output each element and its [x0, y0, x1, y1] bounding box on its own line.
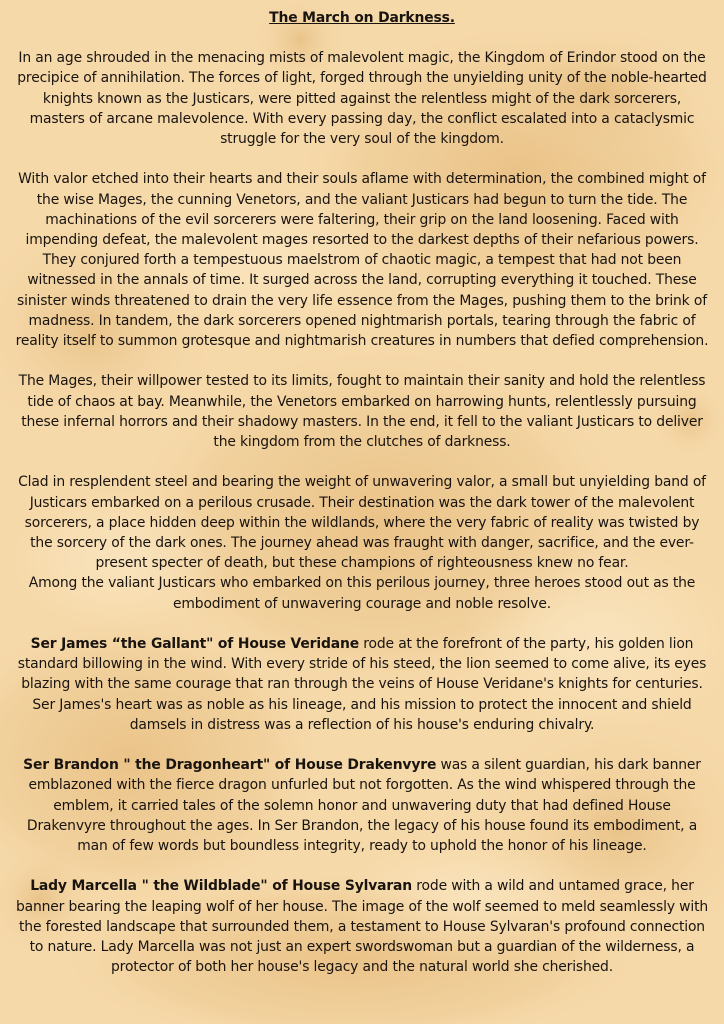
hero-brandon-text: was a silent guardian, his dark banner emblazoned with the fierce dragon unfurled but not forgotten. As the wind whispered through the emblem, it carried tales of the solemn honor and unwavering duty that had defined House Drakenvyre throughout the ages. In Ser Brandon, the legacy of his house found its embodiment, a man of few words but boundless integrity, ready to uphold the honor of his lineage. — [26, 757, 701, 855]
hero-james-name: Ser James “the Gallant" of House Veridane — [30, 636, 359, 653]
hero-marcella-paragraph — [14, 876, 710, 977]
hero-brandon-name: Ser Brandon " the Dragonheart" of House Drakenvyre — [23, 757, 437, 774]
tide-paragraph: With valor etched into their hearts and their souls aflame with determination, the combined might of the wise Mages, the cunning Venetors, and the valiant Justicars had begun to turn the tide. The machinations of the evil sorcerers were faltering, their grip on the land loosening. Faced with impending defeat, the malevolent mages resorted to the darkest depths of their nefarious powers. They conjured forth a tempestuous maelstrom of chaotic magic, a tempest that had not been witnessed in the annals of time. It surged across the land, corrupting everything it touched. These sinister winds threatened to drain the very life essence from the Mages, pushing them to the brink of madness. In tandem, the dark sorcerers opened nightmarish portals, tearing through the fabric of reality itself to summon grotesque and nightmarish creatures in numbers that defied comprehension. — [15, 171, 709, 350]
mages-paragraph: The Mages, their willpower tested to its limits, fought to maintain their sanity and hold the relentless tide of chaos at bay. Meanwhile, the Venetors embarked on harrowing hunts, relentlessly pursuing these infernal horrors and their shadowy masters. In the end, it fell to the valiant Justicars to deliver the kingdom from the clutches of darkness. — [18, 373, 706, 451]
intro-paragraph: In an age shrouded in the menacing mists of malevolent magic, the Kingdom of Erindor stood on the precipice of annihilation. The forces of light, forged through the unyielding unity of the noble-hearted knights known as the Justicars, were pitted against the relentless might of the dark sorcerers, masters of arcane malevolence. With every passing day, the conflict escalated into a cataclysmic struggle for the very soul of the kingdom. — [17, 50, 707, 148]
hero-james-text: rode at the forefront of the party, his golden lion standard billowing in the wind. With every stride of his steed, the lion seemed to come alive, its eyes blazing with the same courage that ran through the veins of House Veridane's knights for centuries. Ser James's heart was as noble as his lineage, and his mission to protect the innocent and shield damsels in distress was a reflection of his house's enduring chivalry. — [17, 636, 707, 733]
document-title: The March on Darkness. — [269, 10, 455, 26]
crusade-paragraph: Clad in resplendent steel and bearing the weight of unwavering valor, a small but unyielding band of Justicars embarked on a perilous crusade. Their destination was the dark tower of the malevolent sorcerers, a place hidden deep within the wildlands, where the very fabric of reality was twisted by the sorcery of the dark ones. The journey ahead was fraught with danger, sacrifice, and the ever-present specter of death, but these champions of righteousness knew no fear. — [18, 474, 706, 572]
hero-brandon-paragraph — [14, 755, 710, 856]
hero-james-paragraph — [14, 634, 710, 735]
heroes-intro-paragraph: Among the valiant Justicars who embarked on this perilous journey, three heroes stood out as the embodiment of unwavering courage and noble resolve. — [28, 575, 696, 612]
hero-marcella-name: Lady Marcella " the Wildblade" of House Sylvaran — [30, 878, 413, 895]
hero-marcella-text: rode with a wild and untamed grace, her banner bearing the leaping wolf of her house. The image of the wolf seemed to meld seamlessly with the forested landscape that surrounded them, a testament to House Sylvaran's profound connection to nature. Lady Marcella was not just an expert swordswoman but a guardian of the wilderness, a protector of both her house's legacy and the natural world she cherished. — [15, 878, 709, 976]
